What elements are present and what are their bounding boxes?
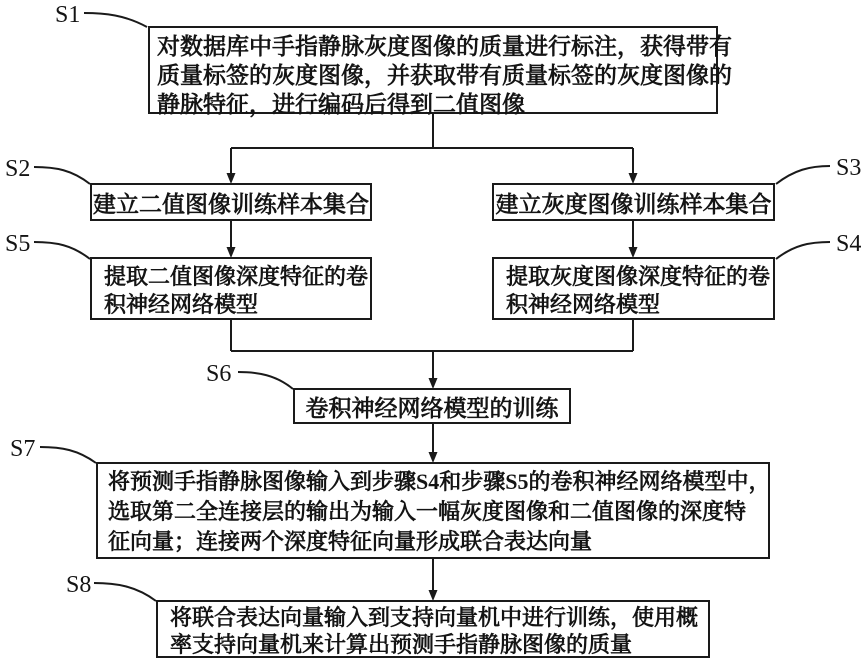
leader-line-s1 [84, 13, 147, 27]
step-box-s3 [492, 183, 775, 221]
box-text-line: 静脉特征，进行编码后得到二值图像 [157, 92, 525, 117]
arrow-s6-to-s7 [429, 424, 438, 463]
arrow-s2-to-s5 [227, 221, 236, 258]
step-box-s6 [293, 388, 571, 424]
step-box-s2 [90, 183, 372, 221]
box-text-line: 率支持向量机来计算出预测手指静脉图像的质量 [170, 632, 633, 657]
step-box-s4 [492, 257, 775, 320]
arrow-branch-to-s3 [629, 148, 638, 184]
arrow-s3-to-s4 [629, 221, 638, 258]
leader-line-s3 [776, 166, 830, 184]
step-label-s5: S5 [5, 231, 31, 257]
step-label-s3: S3 [836, 155, 862, 181]
step-label-s4: S4 [836, 231, 862, 257]
leader-line-s2 [34, 167, 90, 184]
arrow-s7-to-s8 [429, 559, 438, 601]
leader-line-s5 [34, 242, 90, 259]
step-label-s1: S1 [55, 2, 81, 28]
step-box-s8 [156, 600, 710, 658]
leader-line-s8 [94, 583, 156, 601]
step-box-s7 [96, 462, 770, 559]
box-text-line: 建立二值图像训练样本集合 [93, 191, 369, 217]
step-label-s2: S2 [5, 156, 31, 182]
arrow-merge-to-s6 [231, 320, 633, 389]
leader-line-s7 [40, 447, 96, 463]
box-text-line: 将预测手指静脉图像输入到步骤S4和步骤S5的卷积神经网络模型中， [108, 469, 771, 494]
box-text-line: 积神经网络模型 [104, 292, 259, 317]
step-label-s7: S7 [10, 436, 36, 462]
step-label-s6: S6 [206, 361, 232, 387]
step-label-s8: S8 [66, 572, 92, 598]
box-text-line: 质量标签的灰度图像，并获取带有质量标签的灰度图像的 [157, 63, 732, 88]
leader-line-s6 [238, 372, 293, 389]
step-box-s1 [148, 26, 732, 117]
box-text-line: 征向量；连接两个深度特征向量形成联合表达向量 [108, 529, 593, 554]
box-text-line: 卷积神经网络模型的训练 [305, 395, 559, 421]
box-text-line: 选取第二全连接层的输出为输入一幅灰度图像和二值图像的深度特 [108, 499, 747, 524]
box-text-line: 提取二值图像深度特征的卷 [104, 264, 369, 289]
box-text-line: 建立灰度图像训练样本集合 [495, 191, 772, 217]
box-text-line: 提取灰度图像深度特征的卷 [506, 264, 771, 289]
box-text-line: 对数据库中手指静脉灰度图像的质量进行标注，获得带有 [157, 34, 732, 59]
box-text-line: 积神经网络模型 [506, 292, 661, 317]
step-box-s5 [90, 257, 372, 320]
leader-line-s4 [776, 242, 830, 259]
arrow-branch-to-s2 [227, 148, 236, 184]
arrow-s1-to-branch [231, 114, 633, 148]
box-text-line: 将联合表达向量输入到支持向量机中进行训练，使用概 [170, 605, 699, 630]
